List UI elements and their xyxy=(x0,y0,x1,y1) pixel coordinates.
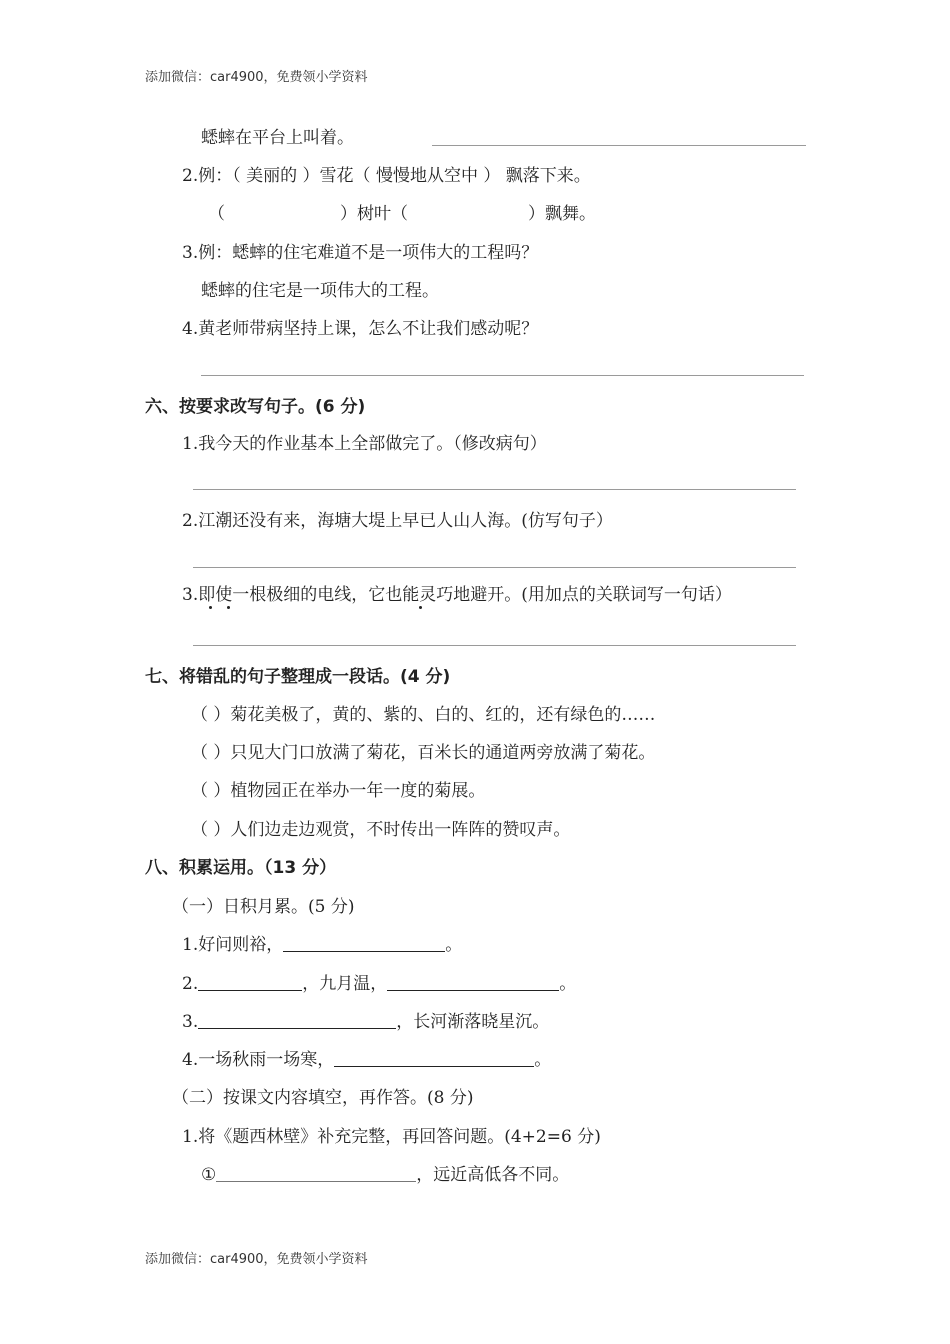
order-paren[interactable]: （ ） xyxy=(191,705,231,725)
paren-open: （ xyxy=(208,204,225,224)
punctuation: 。 xyxy=(445,935,463,955)
list-item xyxy=(191,704,655,726)
question-number: 4. xyxy=(182,319,199,339)
order-paren[interactable]: （ ） xyxy=(191,781,231,801)
list-item xyxy=(191,819,570,841)
prompt-text: ，九月温， xyxy=(302,974,388,994)
sentence-cricket: 蟋蟀在平台上叫着。 xyxy=(201,128,354,148)
list-item xyxy=(191,780,485,802)
question-item xyxy=(201,1164,569,1186)
question-text: 我今天的作业基本上全部做完了。（修改病句） xyxy=(198,434,547,454)
fill-blank[interactable] xyxy=(334,1050,534,1067)
question-number: 1. xyxy=(182,935,199,955)
emphasis-dot xyxy=(419,606,422,609)
fill-blank[interactable] xyxy=(198,974,302,991)
order-paren[interactable]: （ ） xyxy=(191,743,231,763)
question-number: 3. xyxy=(182,243,199,263)
question-item xyxy=(182,934,462,956)
answer-line[interactable] xyxy=(193,489,796,490)
question-number: 1. xyxy=(182,1127,199,1147)
fill-blank[interactable] xyxy=(283,935,445,952)
ending-text: ）飘舞。 xyxy=(528,204,596,224)
poem-line: ，远近高低各不同。 xyxy=(416,1165,570,1185)
question-item xyxy=(182,1011,549,1033)
sentence-text: 菊花美极了，黄的、紫的、白的、红的，还有绿色的…… xyxy=(230,705,656,725)
emphasis-dot xyxy=(227,606,230,609)
fill-blank[interactable] xyxy=(198,1012,396,1029)
question-text: 黄老师带病坚持上课，怎么不让我们感动呢？ xyxy=(198,319,539,339)
question-item xyxy=(208,203,596,225)
section-title: 六、按要求改写句子。(6 分) xyxy=(145,397,366,417)
question-number: 3. xyxy=(182,1012,199,1032)
fill-blank[interactable] xyxy=(387,974,559,991)
question-item xyxy=(182,973,576,995)
question-text: 即使一根极细的电线，它也能灵巧地避开。(用加点的关联词写一句话） xyxy=(198,585,732,605)
punctuation: 。 xyxy=(534,1050,552,1070)
answer-line[interactable] xyxy=(193,645,796,646)
list-item xyxy=(191,742,655,764)
prompt-text: 好问则裕， xyxy=(198,935,284,955)
question-number: 3. xyxy=(182,585,199,605)
punctuation: 。 xyxy=(559,974,577,994)
question-number: 1. xyxy=(182,434,199,454)
circled-number: ① xyxy=(201,1165,217,1185)
question-item xyxy=(182,584,732,606)
prompt-text: 一场秋雨一场寒， xyxy=(198,1050,335,1070)
question-item xyxy=(182,165,591,187)
sentence-text: 人们边走边观赏，不时传出一阵阵的赞叹声。 xyxy=(230,820,571,840)
question-text: 江潮还没有来，海塘大堤上早已人山人海。(仿写句子） xyxy=(198,511,613,531)
subsection-title: （二）按课文内容填空，再作答。(8 分) xyxy=(172,1088,474,1108)
page-footer: 添加微信：car4900，免费领小学资料 xyxy=(145,1252,368,1267)
section-title: 七、将错乱的句子整理成一段话。(4 分) xyxy=(145,667,451,687)
question-number: 2. xyxy=(182,511,199,531)
question-number: 2. xyxy=(182,974,199,994)
question-item xyxy=(182,1126,601,1148)
sentence-text: 植物园正在举办一年一度的菊展。 xyxy=(230,781,486,801)
question-number: 2. xyxy=(182,166,199,186)
question-item xyxy=(182,1049,551,1071)
emphasis-dot xyxy=(209,606,212,609)
order-paren[interactable]: （ ） xyxy=(191,820,231,840)
sentence-text: 只见大门口放满了菊花，百米长的通道两旁放满了菊花。 xyxy=(230,743,656,763)
example-answer: 蟋蟀的住宅是一项伟大的工程。 xyxy=(201,281,439,301)
fill-blank[interactable] xyxy=(216,1165,416,1182)
question-item xyxy=(182,318,538,340)
question-number: 4. xyxy=(182,1050,199,1070)
question-item xyxy=(182,242,538,264)
answer-line[interactable] xyxy=(193,567,796,568)
answer-line[interactable] xyxy=(432,145,806,146)
question-item xyxy=(182,433,547,455)
connector-text: ）树叶（ xyxy=(340,204,408,224)
section-title: 八、积累运用。（13 分） xyxy=(145,858,337,878)
prompt-text: ，长河渐落晓星沉。 xyxy=(396,1012,550,1032)
question-text: 例：（ 美丽的 ）雪花（ 慢慢地从空中 ） 飘落下来。 xyxy=(198,166,591,186)
question-item xyxy=(182,510,613,532)
page-header: 添加微信：car4900，免费领小学资料 xyxy=(145,70,368,85)
answer-line[interactable] xyxy=(201,375,804,376)
question-text: 将《题西林壁》补充完整，再回答问题。(4+2=6 分) xyxy=(198,1127,601,1147)
question-text: 例：蟋蟀的住宅难道不是一项伟大的工程吗？ xyxy=(198,243,539,263)
subsection-title: （一）日积月累。(5 分) xyxy=(172,897,355,917)
